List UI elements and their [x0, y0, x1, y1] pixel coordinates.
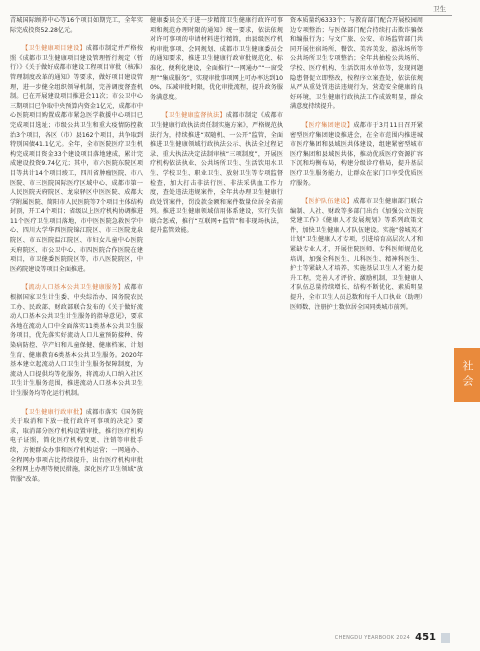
- yearbook-label: CHENGDU YEARBOOK 2024: [334, 634, 411, 641]
- paragraph: [10, 16, 143, 35]
- text-column-1: [10, 16, 143, 608]
- paragraph: [150, 111, 283, 236]
- paragraph-text: 成都市根据国家卫生计生委、中央综治办、国务院农民工办、民政部、财政部联合发布的《关于做好流动人口基本公共卫生计生服务的指导意见》，要求各地在流动人口中全面落实11类基本公共卫生服务项目，优先落实好流动人口儿童预防接种、传染病防控、孕产妇和儿童保健、健康档案、计划生育、健康教育6类基本公共卫生服务。2020年基本建立起流动人口卫生计生服务保障制度，为流动人口提供均等化服务，将流动人口纳入社区卫生计生服务范围，推进流动人口基本公共卫生计生服务均等化运行机制。: [10, 284, 143, 397]
- paragraph: [10, 283, 143, 398]
- footer-mark: [441, 633, 450, 643]
- paragraph-text: 青城国际顾养中心等16个项目如期完工，全年实际完成投资52.28亿元。: [10, 17, 143, 34]
- paragraph-text: 资本质量约6333个；与教育部门配合开展校园周边专项整治；与医保部门配合持续打击欺诈骗保和编报行为；与文广旅、公安、市场监管部门共同开展住宿场所、餐饮、美容美发、游泳场所等公共场所卫生专项整治；全年共抽检公共场所、学校、医疗机构、生活饮用水单位等，发现问题隐患督促立即整改，按程序立案查处，依法依规从严从重处罚违法违规行为，营造安全健康的良好环境，卫生健康行政执法工作成效明显，群众满意度持续提升。: [290, 17, 423, 111]
- section-heading: 【流动人口基本公共卫生健康服务】: [22, 284, 125, 292]
- section-heading: 【医疗集团建设】: [302, 121, 354, 129]
- section-heading: 【医护队伍建设】: [302, 198, 354, 206]
- paragraph-text: 成都市于3月11日召开紧密型医疗集团建设推进会，在全市范围内推进城市医疗集团和县域医共体建设，组建紧密型城市医疗集团和县域医共体，推动优质医疗资源扩容下沉和均衡布局，构建分级诊疗格局，提升基层医疗卫生服务能力，让群众在家门口享受优质医疗服务。: [290, 121, 423, 187]
- section-heading: 【卫生健康行政审批】: [22, 408, 86, 416]
- paragraph: [290, 197, 423, 312]
- paragraph-text: 健康委员会关于进一步精简卫生健康行政许可事项和规范办理时限的通知》统一要求，依法依规对许可事项的申请材料进行精简，由县级医疗机构审批事项、会同规划、成都市卫生健康委员会的通知要求，推进卫生健康行政审批规范化、标准化、便利化建设，全面推行“一网通办”“一窗受理”“集成服务”，实现审批事项网上可办率达到100%，压减审批时限，优化审批流程，提升政务服务满意度。: [150, 17, 283, 101]
- text-column-3: [290, 16, 423, 608]
- paragraph-text: 成都市落实《国务院关于取消和下放一批行政许可事项的决定》要求，取消部分医疗机构设置审批，推行医疗机构电子证照，简化医疗机构变更、注销等审批手续，方便群众办事和医疗机构运营；一网通办、全程网办事项占比持续提升，出台医疗机构审批全程网上办理等便民措施，深化医疗卫生领域“放管服”改革。: [10, 408, 143, 483]
- paragraph-text: 成都市制定并严格按照《成都市卫生健康项目建设管理暂行规定（暂行）》《关于做好成都市建设工程项目审批（核准）管理制度改革的通知》等要求，做好项目建设管理，进一步健全组织领导机制，完善调度督查机制。已在开展建设项目推进会11次；市公卫中心三期项目已争取中央预算内资金1亿元，成都市中心医院项目购置成都市紧急医学救援中心项目已完成项目选址；市级公共卫生和重大疫情防控救治3个项目，各区（市）县162个项目，共争取到特别国债41.1亿元。全年，全市医院医疗卫生机构完成项目资金33个建设项目落地建成，累计完成建设投资9.74亿元；其中，市六医院东院区项目等共计14个项目竣工，四川省肿瘤医院、市八医院、市三医院国际医疗区域中心、成都市第一人民医院天府院区、龙泉驿区中医医院、成都大学附属医院、简阳市人民医院等7个项目主体结构封顶，开工4个项目；省级以上医疗机构协调推进11个医疗卫生项目落地，市中医医院急救医学中心、四川大学华西医院锦江院区、市三医院龙泉院区、市五医院温江院区、市妇女儿童中心医院天府院区、市公卫中心、市四医院合作医院在建项目，市卫健委医院院区等，市八医院院区，中医药院建设等项目全面推进。: [10, 45, 143, 273]
- paragraph: [10, 408, 143, 485]
- paragraph: [290, 121, 423, 188]
- page-number: 451: [415, 632, 436, 643]
- section-side-tab[interactable]: 社会: [454, 348, 480, 402]
- paragraph-text: 成都市制定《成都市卫生健康行政执法责任制实施方案》，严格规范执法行为，持续推进“双随机、一公开”监管，全面推进卫生健康领域行政执法公示、执法全过程记录、重大执法决定法制审核“三项制度”，开展医疗机构依法执业、公共场所卫生、生活饮用水卫生、学校卫生、职业卫生、放射卫生等专项监督检查，加大打击非法行医、非法采供血工作力度，查处违法违规案件，全年共办理卫生健康行政处罚案件，罚没款金额和案件数量位居全省前列。推进卫生健康领域信用体系建设，实行失信联合惩戒，推行“互联网+监管”和非现场执法，提升监管效能。: [150, 112, 283, 235]
- paragraph-text: 成都市卫生健康部门联合编制、人社、财政等多部门出台《加强公立医院党建工作》《健康人才发展规划》等系列政策文件，加快卫生健康人才队伍建设。实施“蓉城英才计划”卫生健康人才专项，引进培育高层次人才和紧缺专业人才，开展住院医师、专科医师规范化培训，加强全科医生、儿科医生、精神科医生、护士等紧缺人才培养，实施基层卫生人才能力提升工程，完善人才评价、激励机制，卫生健康人才队伍总量持续增长、结构不断优化、素质明显提升，全市卫生人员总数和每千人口执业（助理）医师数、注册护士数位居全国同类城市前列。: [290, 198, 423, 311]
- paragraph: [150, 16, 283, 102]
- section-heading: 【卫生健康监督执法】: [162, 112, 226, 120]
- paragraph: [10, 44, 143, 274]
- text-column-2: [150, 16, 283, 608]
- page-footer: [335, 632, 450, 643]
- paragraph: [290, 16, 423, 112]
- section-heading: 【卫生健康项目建设】: [22, 45, 86, 53]
- running-title: 卫生: [433, 5, 446, 13]
